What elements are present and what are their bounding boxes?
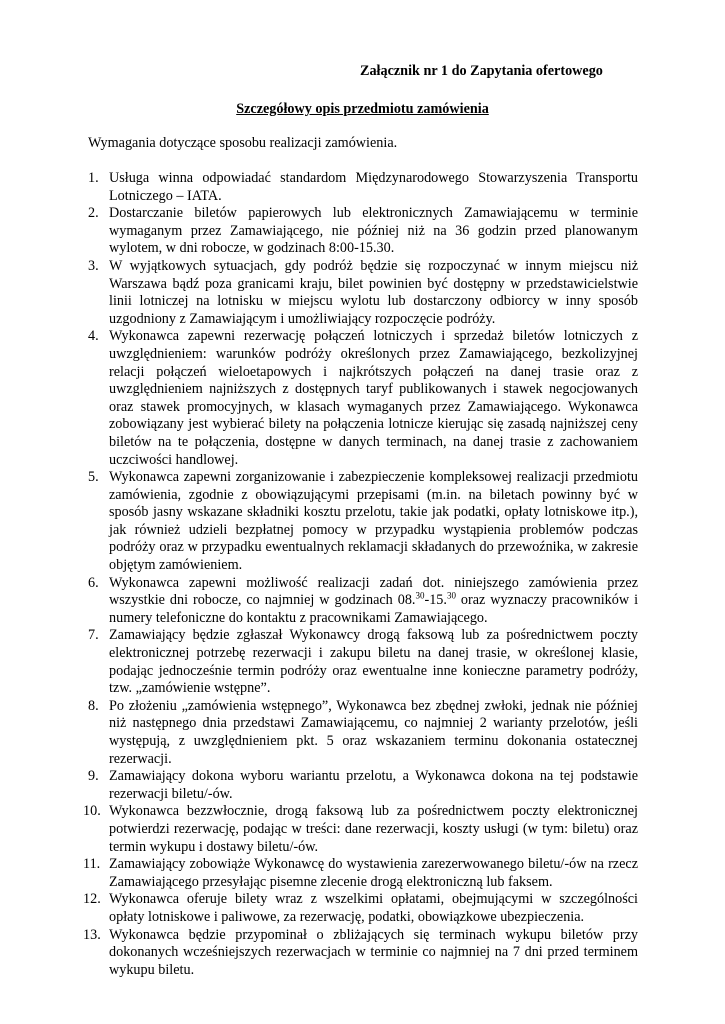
superscript-minutes: 30 — [415, 590, 425, 601]
requirement-item — [88, 698, 638, 768]
item-text: Usługa winna odpowiadać standardom Międzynarodowego Stowarzyszenia Transportu Lotniczego – IATA. — [109, 170, 638, 204]
requirement-item — [88, 205, 638, 258]
item-number: 4. — [88, 328, 99, 345]
subject-title: Szczegółowy opis przedmiotu zamówienia — [236, 101, 489, 117]
item-number: 6. — [88, 574, 99, 591]
annex-title: Załącznik nr 1 do Zapytania ofertowego — [360, 63, 603, 79]
requirement-item — [88, 328, 638, 469]
item-text: W wyjątkowych sytuacjach, gdy podróż będzie się rozpoczynać w innym miejscu niż Warszawa bądź poza granicami kraju, bilet powinien być dostępny w przedstawicielstwie linii lotniczej na lotnisku w miejscu wylotu lub dostarczony odbiorcy w inny sposób uzgodniony z Zamawiającym i umożliwiający rozpoczęcie podróży. — [109, 257, 638, 327]
requirement-item — [88, 768, 638, 803]
requirement-item — [88, 469, 638, 575]
item-text-part: Wykonawca zapewni możliwość realizacji zadań dot. niniejszego zamówienia przez wszystkie dni robocze, co najmniej w godzinach 08. — [109, 574, 638, 609]
item-text: Zamawiający zobowiąże Wykonawcę do wystawienia zarezerwowanego biletu/-ów na rzecz Zamawiającego przesyłając pisemne zlecenie drogą elektroniczną lub faksem. — [109, 856, 638, 890]
requirements-list — [83, 170, 639, 979]
item-number: 3. — [88, 257, 99, 274]
item-number: 1. — [88, 170, 99, 186]
requirement-item — [88, 258, 638, 328]
item-number: 10. — [83, 803, 101, 820]
requirement-item — [83, 803, 638, 856]
requirement-item — [83, 926, 638, 980]
item-text-part: -15. — [424, 592, 447, 609]
item-number: 5. — [88, 469, 99, 486]
superscript-minutes: 30 — [446, 590, 456, 601]
item-number: 9. — [88, 768, 99, 785]
item-text: Po złożeniu „zamówienia wstępnego”, Wykonawca bez zbędnej zwłoki, jednak nie później niż następnego dnia przedstawi Zamawiającemu, co najmniej 2 warianty przelotów, jeśli występują, z uwzględnieniem pkt. 5 oraz wskazaniem terminu dokonania ostatecznej rezerwacji. — [109, 697, 638, 767]
item-number: 12. — [83, 891, 101, 908]
item-number: 13. — [83, 926, 101, 943]
item-number: 11. — [83, 856, 101, 873]
item-text: Zamawiający dokona wyboru wariantu przelotu, a Wykonawca dokona na tej podstawie rezerwacji biletu/-ów. — [109, 768, 638, 802]
requirement-item — [88, 170, 638, 205]
item-text: Zamawiający będzie zgłaszał Wykonawcy drogą faksową lub za pośrednictwem poczty elektronicznej potrzebę rezerwacji i zakupu biletu na danej trasie, w określonej klasie, podając jednocześnie termin podróży oraz ewentualne inne konieczne parametry podróży, tzw. „zamówienie wstępne”. — [109, 627, 638, 697]
intro-text: Wymagania dotyczące sposobu realizacji zamówienia. — [88, 135, 398, 151]
requirement-item — [83, 891, 638, 926]
requirement-item — [88, 575, 638, 628]
item-text: Wykonawca zapewni rezerwację połączeń lotniczych i sprzedaż biletów lotniczych z uwzględnieniem: warunków podróży określonych przez Zamawiającego, bezkolizyjnej relacji połączeń wieloetapowych i najkrótszych połączeń na danej trasie oraz z uwzględnieniem najniższych z dostępnych taryf publikowanych i stawek negocjowanych oraz stawek promocyjnych, w klasach wymaganych przez Zamawiającego. Wykonawca zobowiązany jest wybierać bilety na połączenia lotnicze kierując się zasadą najniższej ceny biletów na te połączenia, dostępne w danych terminach, na danej trasie z zachowaniem uczciwości handlowej. — [109, 328, 638, 468]
item-number: 7. — [88, 627, 99, 644]
requirement-item — [83, 856, 638, 891]
item-text: Wykonawca będzie przypominał o zbliżających się terminach wykupu biletów przy dokonanych wcześniejszych rezerwacjach w terminie co najmniej na 7 dni przed terminem wykupu biletu. — [109, 926, 638, 978]
item-text-part: oraz wyznaczy pracowników i numery telefoniczne do kontaktu z pracownikami Zamawiającego. — [109, 592, 639, 626]
requirement-item — [88, 627, 638, 697]
item-text: Wykonawca oferuje bilety wraz z wszelkimi opłatami, obejmującymi w szczególności opłaty lotniskowe i paliwowe, za rezerwację, podatki, obowiązkowe ubezpieczenia. — [109, 891, 638, 925]
item-text: Dostarczanie biletów papierowych lub elektronicznych Zamawiającemu w terminie wymaganym przez Zamawiającego, nie później niż na 36 godzin przed planowanym wylotem, w dni robocze, w godzinach 8:00-15.30. — [109, 205, 638, 257]
item-text: Wykonawca bezzwłocznie, drogą faksową lub za pośrednictwem poczty elektronicznej potwierdzi rezerwację, podając w treści: dane rezerwacji, koszty usługi (w tym: biletu) oraz termin wykupu i dostawy biletu/-ów. — [109, 803, 638, 855]
item-number: 2. — [88, 205, 99, 222]
item-text: Wykonawca zapewni zorganizowanie i zabezpieczenie kompleksowej realizacji przedmiotu zamówienia, zgodnie z obowiązującymi przepisami (m.in. na biletach powinny być w sposób jasny wskazane składniki kosztu przelotu, takie jak podatki, opłaty lotniskowe itp.), jak również udzieli bezpłatnej pomocy w przypadku wystąpienia problemów podczas podróży oraz w przypadku ewentualnych reklamacji składanych do przewoźnika, w zakresie objętym zamówieniem. — [109, 469, 638, 574]
item-number: 8. — [88, 697, 99, 714]
